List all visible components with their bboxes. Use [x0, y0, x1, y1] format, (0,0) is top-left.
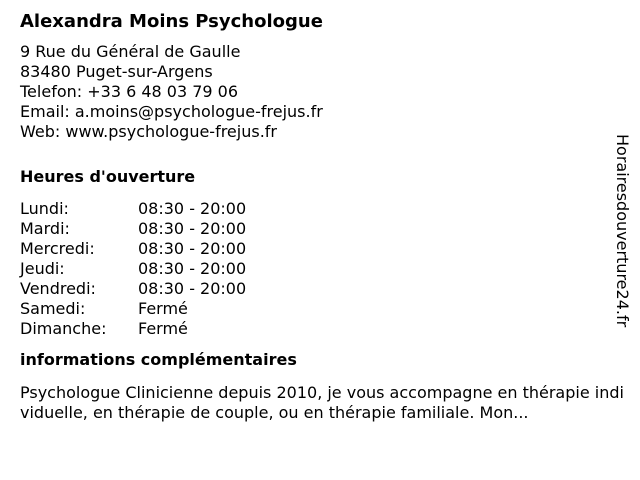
- additional-info-heading: informations complémentaires: [20, 350, 297, 369]
- hours-row-thursday: [20, 259, 620, 279]
- hours-time: 08:30 - 20:00: [138, 259, 247, 278]
- email-line: Email: a.moins@psychologue-frejus.fr: [20, 102, 323, 121]
- hours-time: 08:30 - 20:00: [138, 199, 247, 218]
- hours-day: Jeudi:: [20, 259, 65, 278]
- hours-row-tuesday: [20, 219, 620, 239]
- hours-time: Fermé: [138, 319, 188, 338]
- hours-time: 08:30 - 20:00: [138, 279, 247, 298]
- address-line-1: 9 Rue du Général de Gaulle: [20, 42, 241, 61]
- hours-time: 08:30 - 20:00: [138, 239, 247, 258]
- hours-day: Samedi:: [20, 299, 86, 318]
- hours-day: Mercredi:: [20, 239, 95, 258]
- hours-row-sunday: [20, 319, 620, 339]
- phone-line: Telefon: +33 6 48 03 79 06: [20, 82, 239, 101]
- hours-day: Mardi:: [20, 219, 70, 238]
- website-line: Web: www.psychologue-frejus.fr: [20, 122, 277, 141]
- opening-hours-table: [20, 199, 620, 339]
- business-title: Alexandra Moins Psychologue: [20, 11, 323, 32]
- hours-day: Dimanche:: [20, 319, 107, 338]
- hours-row-monday: [20, 199, 620, 219]
- hours-row-friday: [20, 279, 620, 299]
- hours-row-saturday: [20, 299, 620, 319]
- hours-time: Fermé: [138, 299, 188, 318]
- hours-time: 08:30 - 20:00: [138, 219, 247, 238]
- description-text: Psychologue Clinicienne depuis 2010, je vous accompagne en thérapie individuelle, en thérapie de couple, ou en thérapie familiale. Mon...: [20, 383, 624, 422]
- site-watermark: Horairesdouverture24.fr: [613, 134, 632, 328]
- hours-day: Lundi:: [20, 199, 69, 218]
- hours-row-wednesday: [20, 239, 620, 259]
- opening-hours-heading: Heures d'ouverture: [20, 167, 196, 186]
- hours-day: Vendredi:: [20, 279, 96, 298]
- address-line-2: 83480 Puget-sur-Argens: [20, 62, 213, 81]
